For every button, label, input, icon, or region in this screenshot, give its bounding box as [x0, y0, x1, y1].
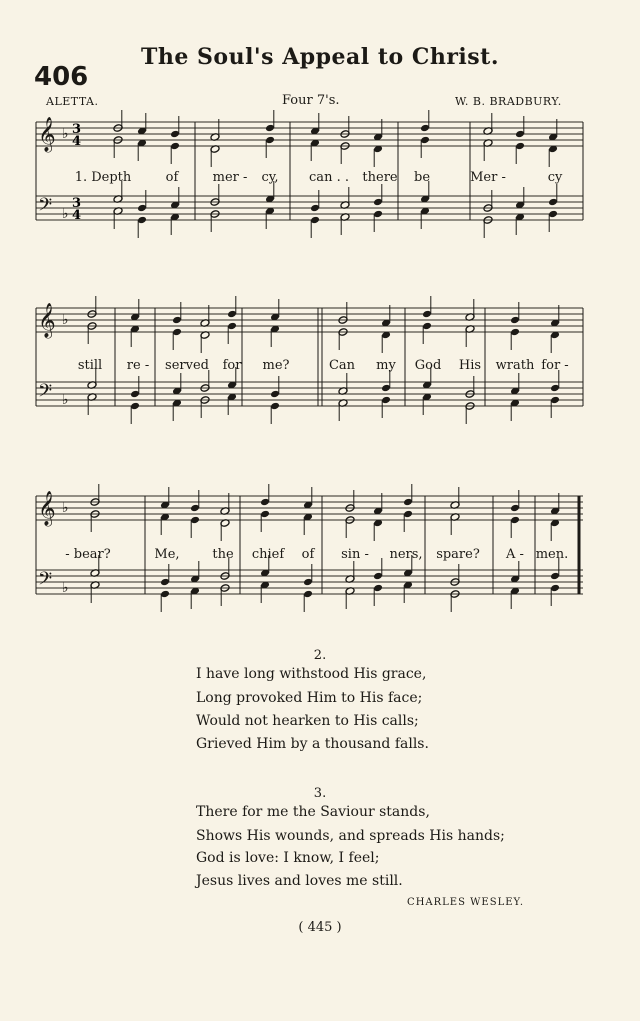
- verse-number: 3.: [313, 786, 327, 801]
- tune-name: ALETTA.: [46, 95, 99, 108]
- lyric-syllable: still: [77, 358, 103, 373]
- verse-line: I have long withstood His grace,: [196, 666, 427, 682]
- time-signature-bottom: 4: [72, 208, 82, 223]
- time-signature-top: 3: [72, 122, 82, 137]
- lyric-syllable: of: [165, 170, 179, 185]
- bass-clef-icon: 𝄢: [38, 195, 53, 220]
- lyric-syllable: for: [222, 358, 242, 373]
- meter: Four 7's.: [282, 93, 340, 108]
- bass-staff: [36, 382, 583, 406]
- lyric-syllable: spare?: [436, 547, 480, 562]
- lyric-syllable: the: [212, 547, 234, 562]
- lyric-syllable: cy,: [261, 170, 279, 185]
- verse-line: Shows His wounds, and spreads His hands;: [196, 828, 505, 844]
- lyric-syllable: there: [362, 170, 398, 185]
- composer: W. B. BRADBURY.: [455, 95, 562, 108]
- lyric-syllable: men.: [535, 547, 569, 562]
- hymn-title: The Soul's Appeal to Christ.: [141, 44, 499, 70]
- time-signature-bottom: 4: [72, 134, 82, 149]
- lyric-syllable: chief: [251, 547, 285, 562]
- lyric-syllable: mer -: [212, 170, 248, 185]
- flat-icon: ♭: [62, 312, 69, 328]
- lyric-syllable: my: [376, 358, 396, 373]
- lyrics-line-1: [0, 170, 640, 188]
- flat-icon: ♭: [62, 206, 69, 222]
- lyrics-line-2: [0, 358, 640, 376]
- lyric-syllable: Me,: [154, 547, 180, 562]
- lyric-syllable: Mer -: [470, 170, 506, 185]
- lyric-syllable: be: [413, 170, 431, 185]
- lyric-syllable: for -: [541, 358, 569, 373]
- flat-icon: ♭: [62, 500, 69, 516]
- lyric-syllable: His: [458, 358, 482, 373]
- bass-clef-icon: 𝄢: [38, 569, 53, 594]
- treble-clef-icon: 𝄞: [38, 491, 56, 526]
- hymn-number: 406: [34, 62, 89, 92]
- page-number: ( 445 ): [298, 920, 342, 935]
- verse-line: God is love: I know, I feel;: [196, 850, 380, 866]
- verse-line: Grieved Him by a thousand falls.: [196, 736, 429, 752]
- lyric-syllable: God: [414, 358, 442, 373]
- flat-icon: ♭: [62, 392, 69, 408]
- lyric-syllable: re -: [126, 358, 150, 373]
- verse-line: Jesus lives and loves me still.: [196, 873, 403, 889]
- bass-clef-icon: 𝄢: [38, 381, 53, 406]
- lyric-syllable: of: [301, 547, 315, 562]
- lyric-syllable: can . .: [309, 170, 349, 185]
- flat-icon: ♭: [62, 126, 69, 142]
- verse-line: Would not hearken to His calls;: [196, 713, 419, 729]
- lyric-syllable: A -: [506, 547, 524, 562]
- lyric-syllable: Can: [328, 358, 356, 373]
- lyric-syllable: served: [165, 358, 209, 373]
- treble-clef-icon: 𝄞: [38, 303, 56, 338]
- lyric-syllable: sin -: [341, 547, 369, 562]
- verse-line: There for me the Saviour stands,: [196, 804, 430, 820]
- lyric-syllable: cy: [547, 170, 563, 185]
- lyric-syllable: me?: [262, 358, 290, 373]
- lyric-syllable: wrath: [495, 358, 535, 373]
- verse-number: 2.: [313, 648, 327, 663]
- lyric-syllable: ners,: [389, 547, 423, 562]
- treble-clef-icon: 𝄞: [38, 117, 56, 152]
- time-signature-top: 3: [72, 196, 82, 211]
- lyric-syllable: - bear?: [65, 547, 111, 562]
- lyrics-line-3: [0, 547, 640, 565]
- author: CHARLES WESLEY.: [407, 897, 524, 908]
- treble-staff: [36, 308, 583, 332]
- flat-icon: ♭: [62, 580, 69, 596]
- lyric-syllable: 1. Depth: [74, 170, 132, 185]
- verse-line: Long provoked Him to His face;: [196, 690, 423, 706]
